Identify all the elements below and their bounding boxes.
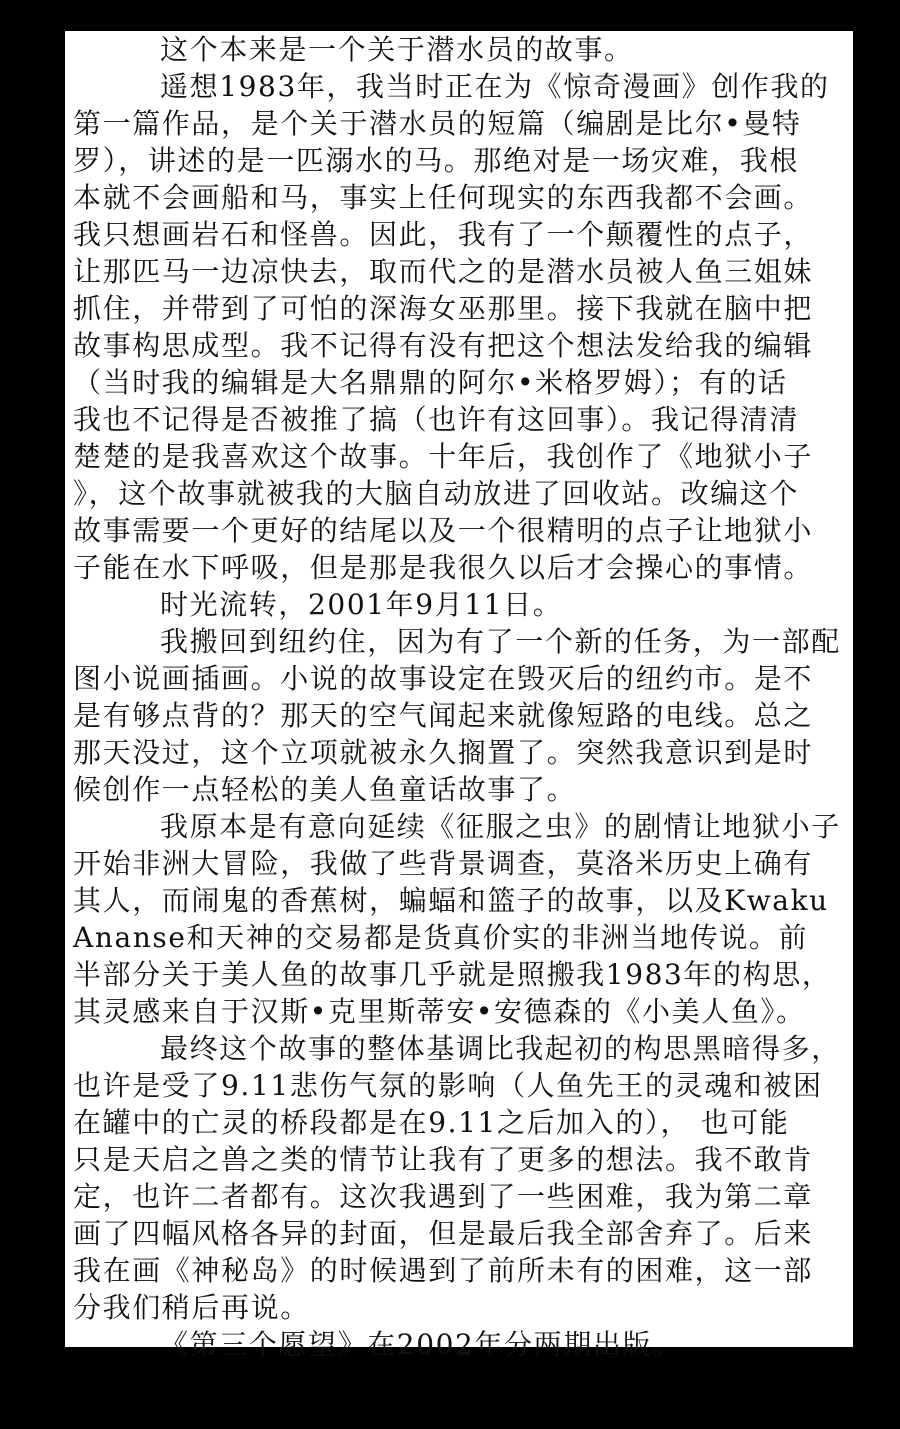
text-line: （当时我的编辑是大名鼎鼎的阿尔•米格罗姆）；有的话	[73, 366, 788, 399]
text-line: 只是天启之兽之类的情节让我有了更多的想法。我不敢肯	[73, 1143, 814, 1176]
text-line: 我也不记得是否被推了搞（也许有这回事）。我记得清清	[73, 403, 800, 436]
text-line: 遥想1983年，我当时正在为《惊奇漫画》创作我的	[160, 70, 830, 103]
text-line: 定，也许二者都有。这次我遇到了一些困难，我为第二章	[73, 1180, 814, 1213]
text-line: 第一篇作品，是个关于潜水员的短篇（编剧是比尔•曼特	[73, 107, 802, 140]
text-line: 我只想画岩石和怪兽。因此，我有了一个颠覆性的点子，	[73, 218, 814, 251]
text-line: 我原本是有意向延续《征服之虫》的剧情让地狱小子	[160, 810, 841, 843]
text-line: 我在画《神秘岛》的时候遇到了前所未有的困难，这一部	[73, 1254, 814, 1287]
text-line: 时光流转，2001年9月11日。	[160, 588, 563, 621]
text-line: 》，这个故事就被我的大脑自动放进了回收站。改编这个	[73, 477, 800, 510]
text-line: Ananse和天神的交易都是货真价实的非洲当地传说。前	[73, 921, 809, 954]
text-line: 让那匹马一边凉快去，取而代之的是潜水员被人鱼三姐妹	[73, 255, 814, 288]
text-line: 最终这个故事的整体基调比我起初的构思黑暗得多，	[160, 1032, 841, 1065]
text-line: 我搬回到纽约住，因为有了一个新的任务，为一部配	[160, 625, 841, 658]
text-line: 故事需要一个更好的结尾以及一个很精明的点子让地狱小	[73, 514, 814, 547]
text-line: 楚楚的是我喜欢这个故事。十年后，我创作了《地狱小子	[73, 440, 814, 473]
text-line: 抓住，并带到了可怕的深海女巫那里。接下我就在脑中把	[73, 292, 814, 325]
text-line: 是有够点背的？那天的空气闻起来就像短路的电线。总之	[73, 699, 814, 732]
text-line: 在罐中的亡灵的桥段都是在9.11之后加入的）， 也可能	[73, 1106, 790, 1139]
text-line: 画了四幅风格各异的封面，但是最后我全部舍弃了。后来	[73, 1217, 814, 1250]
text-line: 罗），讲述的是一匹溺水的马。那绝对是一场灾难，我根	[73, 144, 800, 177]
text-line: 那天没过，这个立项就被永久搁置了。突然我意识到是时	[73, 736, 814, 769]
text-line: 候创作一点轻松的美人鱼童话故事了。	[73, 773, 577, 806]
document-page	[65, 31, 853, 1361]
text-line: 本就不会画船和马，事实上任何现实的东西我都不会画。	[73, 181, 814, 214]
text-line: 这个本来是一个关于潜水员的故事。	[160, 33, 634, 66]
text-line: 子能在水下呼吸，但是那是我很久以后才会操心的事情。	[73, 551, 814, 584]
text-line: 《第三个愿望》在2002年分两期出版。	[160, 1328, 682, 1361]
text-line: 半部分关于美人鱼的故事几乎就是照搬我1983年的构思，	[73, 958, 832, 991]
text-line: 其人，而闹鬼的香蕉树，蝙蝠和篮子的故事，以及Kwaku	[73, 884, 829, 917]
text-line: 也许是受了9.11悲伤气氛的影响（人鱼先王的灵魂和被困	[73, 1069, 823, 1102]
text-line: 开始非洲大冒险，我做了些背景调查，莫洛米历史上确有	[73, 847, 814, 880]
text-line: 故事构思成型。我不记得有没有把这个想法发给我的编辑	[73, 329, 814, 362]
text-line: 分我们稍后再说。	[73, 1291, 310, 1324]
text-line: 图小说画插画。小说的故事设定在毁灭后的纽约市。是不	[73, 662, 814, 695]
text-line: 其灵感来自于汉斯•克里斯蒂安•安德森的《小美人鱼》。	[73, 995, 806, 1028]
